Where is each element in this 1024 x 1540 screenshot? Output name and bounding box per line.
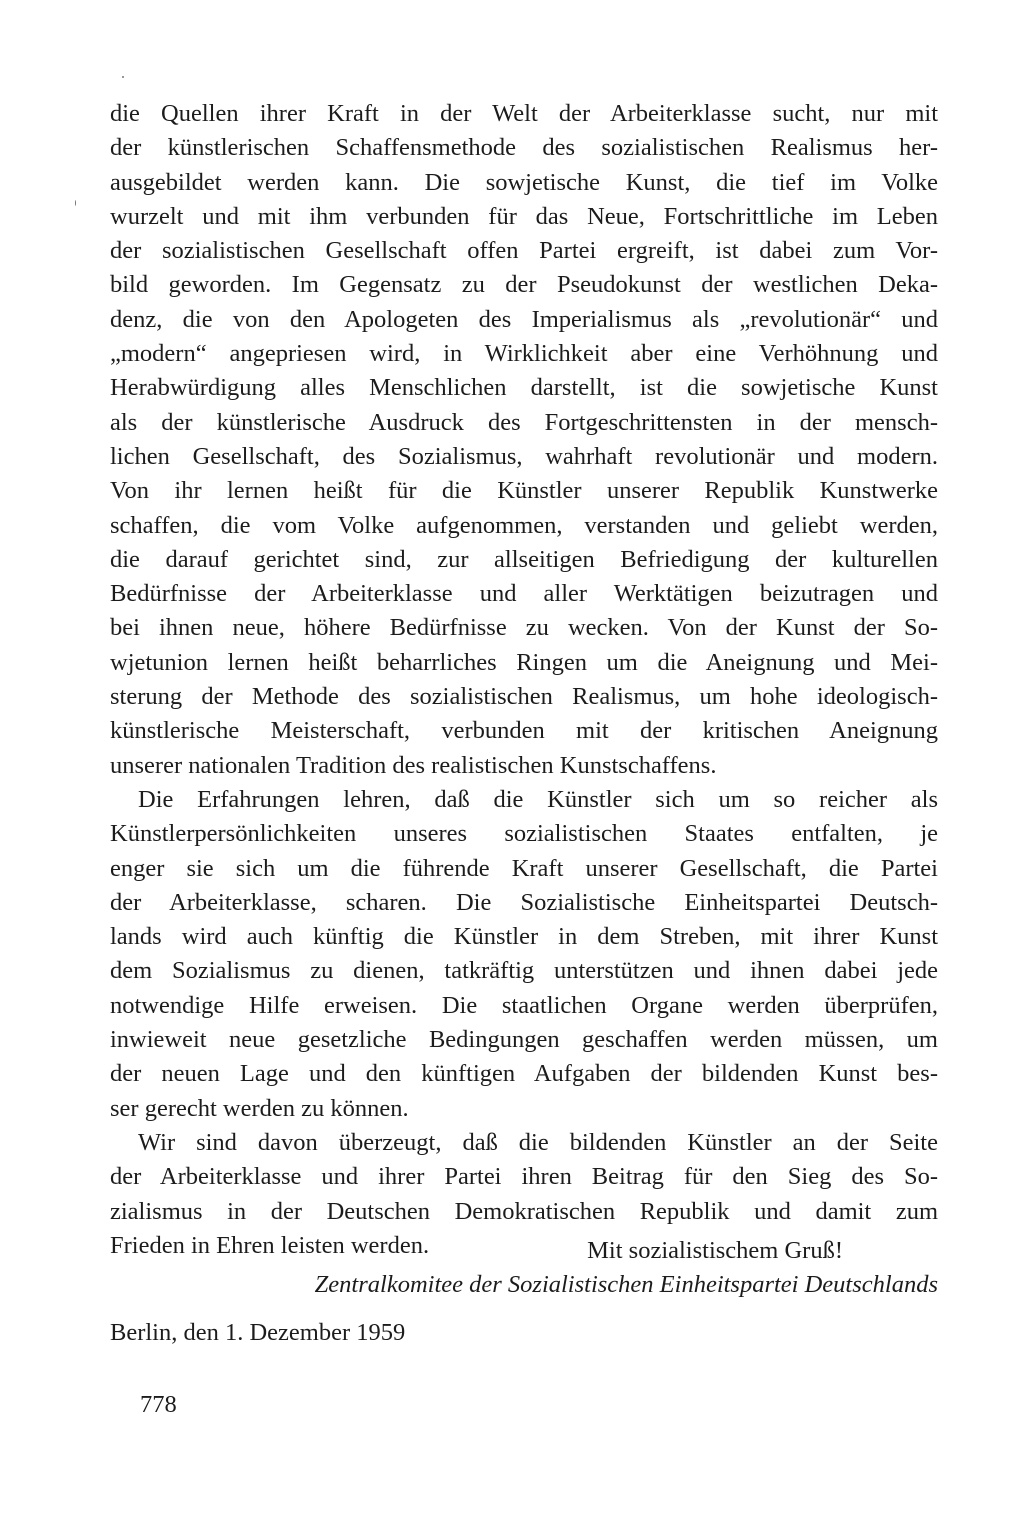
text-line: der Arbeiterklasse, scharen. Die Sozialistische Einheitspartei Deutsch-: [110, 888, 938, 916]
text-line: „modern“ angepriesen wird, in Wirklichkeit aber eine Verhöhnung und: [110, 340, 938, 368]
text-line: lichen Gesellschaft, des Sozialismus, wahrhaft revolutionär und modern.: [110, 442, 938, 470]
text-line: Frieden in Ehren leisten werden.: [110, 1231, 430, 1259]
text-line: als der künstlerische Ausdruck des Fortgeschrittensten in der mensch-: [110, 408, 938, 436]
text-line: inwieweit neue gesetzliche Bedingungen geschaffen werden müssen, um: [110, 1026, 938, 1054]
text-line: der künstlerischen Schaffensmethode des sozialistischen Realismus her-: [110, 134, 938, 162]
text-line: die Quellen ihrer Kraft in der Welt der Arbeiterklasse sucht, nur mit: [110, 100, 938, 127]
closing-greeting: Mit sozialistischem Gruß!: [587, 1237, 843, 1264]
text-line: bei ihnen neue, höhere Bedürfnisse zu wecken. Von der Kunst der So-: [110, 614, 938, 642]
scan-speck: [75, 200, 76, 206]
text-line: notwendige Hilfe erweisen. Die staatlichen Organe werden überprüfen,: [110, 991, 938, 1019]
text-line: der sozialistischen Gesellschaft offen Partei ergreift, ist dabei zum Vor-: [110, 237, 938, 265]
text-line: unserer nationalen Tradition des realistischen Kunstschaffens.: [110, 751, 717, 779]
text-line: die darauf gerichtet sind, zur allseitigen Befriedigung der kulturellen: [110, 545, 938, 573]
text-line: denz, die von den Apologeten des Imperialismus als „revolutionär“ und: [110, 305, 938, 333]
body-text: [110, 97, 938, 1263]
text-line: Von ihr lernen heißt für die Künstler unserer Republik Kunstwerke: [110, 477, 938, 505]
text-line: wurzelt und mit ihm verbunden für das Neue, Fortschrittliche im Leben: [110, 202, 938, 230]
text-line: künstlerische Meisterschaft, verbunden mit der kritischen Aneignung: [110, 717, 938, 745]
text-line: zialismus in der Deutschen Demokratischen Republik und damit zum: [110, 1197, 938, 1225]
text-line: Die Erfahrungen lehren, daß die Künstler sich um so reicher als: [138, 785, 938, 813]
text-line: wjetunion lernen heißt beharrliches Ringen um die Aneignung und Mei-: [110, 648, 938, 676]
text-line: ausgebildet werden kann. Die sowjetische Kunst, die tief im Volke: [110, 168, 938, 196]
text-line: bild geworden. Im Gegensatz zu der Pseudokunst der westlichen Deka-: [110, 271, 938, 299]
text-line: Bedürfnisse der Arbeiterklasse und aller Werktätigen beizutragen und: [110, 580, 938, 608]
dateline: Berlin, den 1. Dezember 1959: [110, 1319, 406, 1346]
text-line: enger sie sich um die führende Kraft unserer Gesellschaft, die Partei: [110, 854, 938, 882]
text-line: sterung der Methode des sozialistischen Realismus, um hohe ideologisch-: [110, 683, 938, 711]
text-line: der neuen Lage und den künftigen Aufgaben der bildenden Kunst bes-: [110, 1060, 938, 1088]
text-line: schaffen, die vom Volke aufgenommen, verstanden und geliebt werden,: [110, 511, 938, 539]
signatory: Zentralkomitee der Sozialistischen Einheitspartei Deutschlands: [314, 1271, 938, 1298]
text-line: Künstlerpersönlichkeiten unseres sozialistischen Staates entfalten, je: [110, 820, 938, 848]
text-line: ser gerecht werden zu können.: [110, 1094, 409, 1122]
paragraph: [110, 97, 938, 783]
text-line: lands wird auch künftig die Künstler in dem Streben, mit ihrer Kunst: [110, 923, 938, 951]
page-number: 778: [140, 1391, 177, 1418]
text-line: Wir sind davon überzeugt, daß die bildenden Künstler an der Seite: [138, 1128, 938, 1156]
text-line: der Arbeiterklasse und ihrer Partei ihren Beitrag für den Sieg des So-: [110, 1163, 938, 1191]
text-line: Herabwürdigung alles Menschlichen darstellt, ist die sowjetische Kunst: [110, 374, 938, 402]
scan-speck: [122, 76, 124, 78]
text-line: dem Sozialismus zu dienen, tatkräftig unterstützen und ihnen dabei jede: [110, 957, 938, 985]
paragraph: [110, 783, 938, 1126]
